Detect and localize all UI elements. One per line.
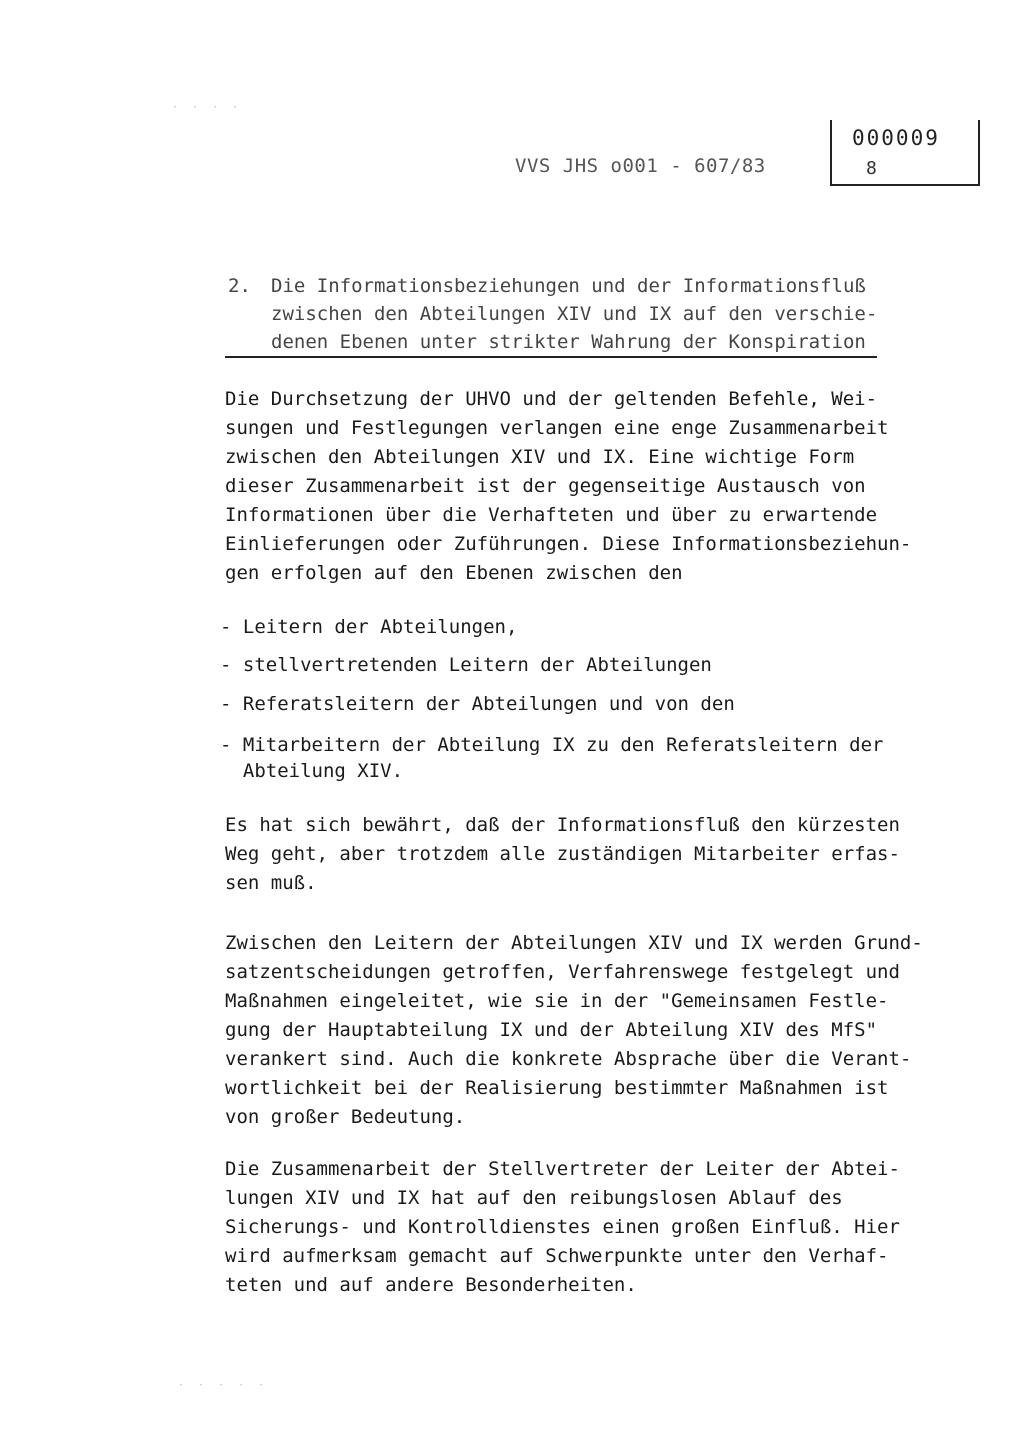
text-line: Maßnahmen eingeleitet, wie sie in der "Gemeinsamen Festle- [225, 990, 889, 1012]
list-item: - Leitern der Abteilungen, [220, 616, 518, 638]
list-item: - Referatsleitern der Abteilungen und von den [220, 693, 735, 715]
text-line: wortlichkeit bei der Realisierung bestimmter Maßnahmen ist [225, 1077, 889, 1099]
list-item: - stellvertretenden Leitern der Abteilungen [220, 654, 712, 676]
section-title-line: denen Ebenen unter strikter Wahrung der Konspiration [271, 331, 866, 353]
text-line: dieser Zusammenarbeit ist der gegenseitige Austausch von [225, 475, 866, 497]
text-line: verankert sind. Auch die konkrete Absprache über die Verant- [225, 1048, 912, 1070]
archive-number: 000009 [852, 126, 940, 150]
text-line: von großer Bedeutung. [225, 1106, 466, 1128]
page-number: 8 [866, 158, 877, 179]
text-line: sen muß. [225, 872, 317, 894]
text-line: Informationen über die Verhafteten und über zu erwartende [225, 504, 878, 526]
text-line: Weg geht, aber trotzdem alle zuständigen Mitarbeiter erfas- [225, 843, 900, 865]
scan-noise: · · · · · [178, 1380, 269, 1391]
text-line: teten und auf andere Besonderheiten. [225, 1274, 637, 1296]
text-line: Es hat sich bewährt, daß der Informationsfluß den kürzesten [225, 814, 900, 836]
section-title-line: Die Informationsbeziehungen und der Informationsfluß [271, 275, 866, 297]
text-line: sungen und Festlegungen verlangen eine enge Zusammenarbeit [225, 417, 889, 439]
text-line: wird aufmerksam gemacht auf Schwerpunkte unter den Verhaf- [225, 1245, 889, 1267]
scan-noise: · · · · [172, 102, 243, 113]
text-line: lungen XIV und IX hat auf den reibungslosen Ablauf des [225, 1187, 843, 1209]
text-line: gung der Hauptabteilung IX und der Abteilung XIV des MfS" [225, 1019, 878, 1041]
document-reference: VVS JHS o001 - 607/83 [515, 155, 766, 177]
section-title-underline [225, 356, 877, 358]
text-line: Die Zusammenarbeit der Stellvertreter der Leiter der Abtei- [225, 1158, 900, 1180]
text-line: gen erfolgen auf den Ebenen zwischen den [225, 562, 683, 584]
text-line: satzentscheidungen getroffen, Verfahrenswege festgelegt und [225, 961, 900, 983]
text-line: Sicherungs- und Kontrolldienstes einen großen Einfluß. Hier [225, 1216, 900, 1238]
text-line: Die Durchsetzung der UHVO und der geltenden Befehle, Wei- [225, 388, 878, 410]
text-line: Einlieferungen oder Zuführungen. Diese Informationsbeziehun- [225, 533, 912, 555]
text-line: Zwischen den Leitern der Abteilungen XIV und IX werden Grund- [225, 932, 923, 954]
section-number: 2. [228, 275, 251, 297]
text-line: zwischen den Abteilungen XIV und IX. Eine wichtige Form [225, 446, 855, 468]
list-item-continuation: Abteilung XIV. [220, 760, 404, 782]
list-item: - Mitarbeitern der Abteilung IX zu den Referatsleitern der [220, 734, 884, 756]
section-title-line: zwischen den Abteilungen XIV und IX auf den verschie- [271, 303, 878, 325]
